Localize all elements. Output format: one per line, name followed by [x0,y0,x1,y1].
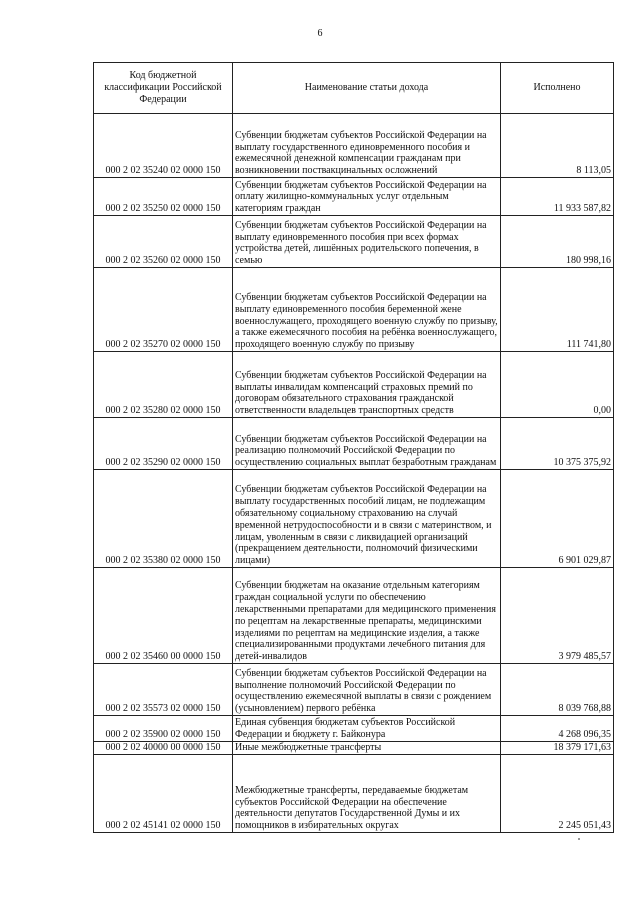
header-amount: Исполнено [501,63,614,114]
row-name: Субвенции бюджетам субъектов Российской Федерации на выплату государственного единовременного пособия и ежемесячной денежной компенсации гражданам при возникновении поствакцинальных осложнений [233,114,501,178]
row-code: 000 2 02 35573 02 0000 150 [94,664,233,716]
row-amount: 0,00 [501,352,614,418]
budget-income-table [93,62,614,833]
row-name: Субвенции бюджетам на оказание отдельным категориям граждан социальной услуги по обеспечению лекарственными препаратами для медицинского применения по рецептам на лекарственные препараты, медицинскими изделиями по рецептам на медицинские изделия, а также специализированными продуктами лечебного питания для детей-инвалидов [233,568,501,664]
table-row [94,664,614,716]
table-row [94,114,614,178]
row-name: Субвенции бюджетам субъектов Российской Федерации на выплату единовременного пособия беременной жене военнослужащего, проходящего военную службу по призыву, а также ежемесячного пособия на ребёнка военнослужащего, проходящего военную службу по призыву [233,268,501,352]
row-code: 000 2 02 35900 02 0000 150 [94,716,233,742]
row-amount: 10 375 375,92 [501,418,614,470]
table-row [94,716,614,742]
row-code: 000 2 02 45141 02 0000 150 [94,755,233,833]
row-amount: 111 741,80 [501,268,614,352]
row-amount: 11 933 587,82 [501,178,614,216]
row-code: 000 2 02 35380 02 0000 150 [94,470,233,568]
row-name: Иные межбюджетные трансферты [233,742,501,755]
table-row [94,418,614,470]
row-name: Субвенции бюджетам субъектов Российской Федерации на выплату единовременного пособия при всех формах устройства детей, лишённых родительского попечения, в семью [233,216,501,268]
row-code: 000 2 02 35260 02 0000 150 [94,216,233,268]
row-code: 000 2 02 40000 00 0000 150 [94,742,233,755]
row-name: Субвенции бюджетам субъектов Российской Федерации на выплату государственных пособий лицам, не подлежащим обязательному социальному страхованию на случай временной нетрудоспособности и в связи с материнством, и лицам, уволенным в связи с ликвидацией организаций (прекращением деятельности, полномочий физическими лицами) [233,470,501,568]
table-header-row [94,63,614,114]
row-name: Субвенции бюджетам субъектов Российской Федерации на выполнение полномочий Российской Федерации по осуществлению ежемесячной выплаты в связи с рождением (усыновлением) первого ребёнка [233,664,501,716]
row-amount: 2 245 051,43 [501,755,614,833]
table-row [94,178,614,216]
header-name: Наименование статьи дохода [233,63,501,114]
row-amount: 180 998,16 [501,216,614,268]
table-row [94,742,614,755]
table-row [94,470,614,568]
row-name: Субвенции бюджетам субъектов Российской Федерации на реализацию полномочий Российской Федерации по осуществлению социальных выплат безработным гражданам [233,418,501,470]
table-row [94,755,614,833]
page-number: 6 [317,28,323,39]
row-amount: 6 901 029,87 [501,470,614,568]
row-code: 000 2 02 35280 02 0000 150 [94,352,233,418]
table-row [94,352,614,418]
row-amount: 8 113,05 [501,114,614,178]
row-code: 000 2 02 35250 02 0000 150 [94,178,233,216]
table-row [94,268,614,352]
row-name: Межбюджетные трансферты, передаваемые бюджетам субъектов Российской Федерации на обеспечение деятельности депутатов Государственной Думы и их помощников в избирательных округах [233,755,501,833]
row-name: Субвенции бюджетам субъектов Российской Федерации на выплаты инвалидам компенсаций страховых премий по договорам обязательного страхования гражданской ответственности владельцев транспортных средств [233,352,501,418]
row-amount: 3 979 485,57 [501,568,614,664]
table-row [94,568,614,664]
row-name: Единая субвенция бюджетам субъектов Российской Федерации и бюджету г. Байконура [233,716,501,742]
row-amount: 4 268 096,35 [501,716,614,742]
row-amount: 8 039 768,88 [501,664,614,716]
row-code: 000 2 02 35290 02 0000 150 [94,418,233,470]
row-amount: 18 379 171,63 [501,742,614,755]
row-name: Субвенции бюджетам субъектов Российской Федерации на оплату жилищно-коммунальных услуг отдельным категориям граждан [233,178,501,216]
row-code: 000 2 02 35240 02 0000 150 [94,114,233,178]
scan-dot [578,838,580,840]
header-code: Код бюджетной классификации Российской Федерации [94,63,233,114]
row-code: 000 2 02 35460 00 0000 150 [94,568,233,664]
row-code: 000 2 02 35270 02 0000 150 [94,268,233,352]
table-row [94,216,614,268]
